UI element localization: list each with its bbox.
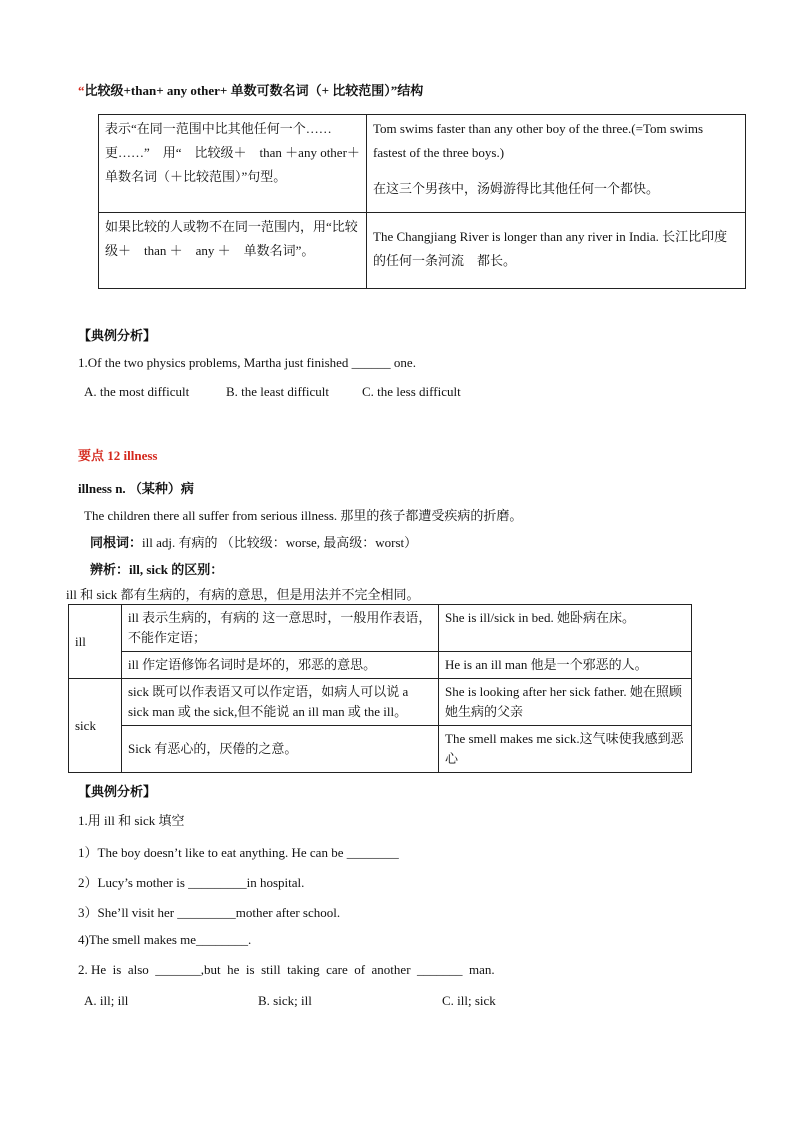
exercise-item: 4)The smell makes me________. [78, 932, 252, 947]
question-stem: 1.Of the two physics problems, Martha just finished ______ one. [78, 355, 416, 370]
option-a: A. ill; ill [84, 993, 129, 1008]
option-a: A. the most difficult [84, 384, 190, 399]
cognate-line [90, 532, 417, 551]
question-2-stem: 2. He is also _______,but he is still taking care of another _______ man. [78, 962, 495, 977]
distinction-line [90, 559, 223, 578]
headword: illness n. （某种）病 [78, 481, 194, 496]
cognate-text: ill adj. 有病的 （比较级：worse, 最高级：worst） [142, 535, 418, 550]
example-cell [367, 115, 746, 213]
option-b: B. the least difficult [226, 384, 330, 399]
example-cell: She is ill/sick in bed. 她卧病在床。 [439, 605, 692, 652]
usage-cell: Sick 有恶心的，厌倦的之意。 [122, 726, 439, 773]
usage-cell: 表示“在同一范围中比其他任何一个……更……” 用“ 比较级＋ than ＋any other＋单数名词（＋比较范围）”句型。 [99, 115, 367, 213]
example-cell: She is looking after her sick father. 她在照顾她生病的父亲 [439, 679, 692, 726]
example-sentence: Tom swims faster than any other boy of the three.(=Tom swims fastest of the three boys.) [373, 121, 704, 160]
example-cell: He is an ill man 他是一个邪恶的人。 [439, 652, 692, 679]
example-translation: 在这三个男孩中，汤姆游得比其他任何一个都快。 [373, 181, 660, 196]
cognate-label: 同根词： [90, 535, 143, 550]
exercise-item: 2）Lucy’s mother is _________in hospital. [78, 875, 305, 890]
example-sentence: The children there all suffer from serious illness. 那里的孩子都遭受疾病的折磨。 [84, 508, 523, 523]
word-cell-sick: sick [69, 679, 122, 773]
intro-line: ill 和 sick 都有生病的，有病的意思，但是用法并不完全相同。 [66, 587, 420, 602]
table-row [69, 726, 692, 773]
example-heading: 【典例分析】 [78, 784, 157, 799]
usage-cell: sick 既可以作表语又可以作定语，如病人可以说 a sick man 或 the sick,但不能说 an ill man 或 the ill。 [122, 679, 439, 726]
exercise-item: 1）The boy doesn’t like to eat anything. He can be ________ [78, 845, 399, 860]
structure-heading [78, 80, 423, 99]
distinction-label: 辨析： [90, 562, 130, 577]
table-row [99, 115, 746, 213]
exercise-instruction: 1.用 ill 和 sick 填空 [78, 813, 185, 828]
table-row [99, 213, 746, 289]
exercise-item: 3）She’ll visit her _________mother after school. [78, 905, 341, 920]
word-cell-ill: ill [69, 605, 122, 679]
usage-cell: ill 作定语修饰名词时是坏的，邪恶的意思。 [122, 652, 439, 679]
table-row [69, 652, 692, 679]
option-c: C. ill; sick [442, 993, 496, 1008]
option-c: C. the less difficult [362, 384, 461, 399]
comparison-table [98, 114, 746, 289]
table-row [69, 679, 692, 726]
table-row [69, 605, 692, 652]
example-cell: The smell makes me sick.这气味使我感到恶心 [439, 726, 692, 773]
point-title: 要点 12 illness [78, 448, 158, 463]
usage-cell: ill 表示生病的，有病的 这一意思时，一般用作表语，不能作定语； [122, 605, 439, 652]
open-quote: “ [78, 83, 85, 98]
example-cell: The Changjiang River is longer than any river in India. 长江比印度的任何一条河流 都长。 [367, 213, 746, 289]
ill-sick-table [68, 604, 692, 773]
usage-cell: 如果比较的人或物不在同一范围内，用“比较级＋ than ＋ any ＋ 单数名词”。 [99, 213, 367, 289]
example-heading: 【典例分析】 [78, 328, 157, 343]
distinction-text: ill, sick 的区别： [129, 562, 224, 577]
option-b: B. sick; ill [258, 993, 312, 1008]
structure-heading-text: 比较级+than+ any other+ 单数可数名词（+ 比较范围）”结构 [84, 83, 424, 98]
